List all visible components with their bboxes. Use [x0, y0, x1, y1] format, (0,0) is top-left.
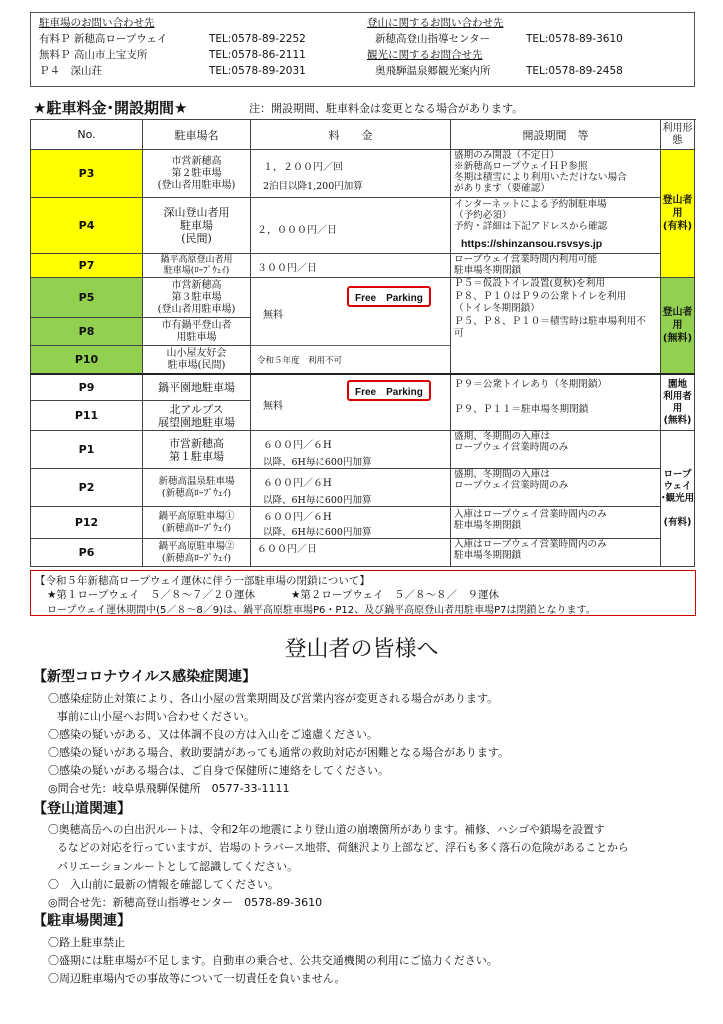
parking-item: 〇盛期には駐車場が不足します。自動車の乗合せ、公共交通機関の利用にご協力ください。	[48, 954, 498, 967]
notice-closure: ロープウェイ運休期間中(5／８～8／9)は、鍋平高原駐車場P6・P12、及び鍋平高原登山者用駐車場P7は閉鎖となります。	[47, 605, 596, 616]
row-period-cell	[451, 198, 661, 254]
fees-title: ★駐車料金･開設期間★	[33, 99, 188, 117]
climb-contact-label: 新穂高登山指導センター	[375, 33, 491, 45]
parking-table	[30, 119, 696, 567]
row-no: P3	[31, 150, 143, 198]
trail-header: 【登山道関連】	[33, 801, 131, 817]
notice-ropeway1: ★第１ロープウェイ ５／８～７／２０運休	[47, 589, 255, 601]
row-no: P7	[31, 254, 143, 278]
row-name: 市営新穂高 第３駐車場 (登山者用駐車場)	[143, 278, 251, 318]
row-fee: ３００円／日	[251, 254, 451, 278]
trail-item: るなどの対応を行っていますが、岩場のトラバース地帯、荷継沢より上部など、浮石も多く落石の危険があることから	[57, 841, 629, 854]
parking-item: 〇路上駐車禁止	[48, 936, 125, 949]
row-fee-cell	[251, 469, 451, 507]
row-fee: ６００円／６H	[263, 512, 332, 523]
row-name: 市営新穂高 第１駐車場	[143, 431, 251, 469]
row-fee: ６００円／６H	[263, 440, 332, 451]
row-no: P1	[31, 431, 143, 469]
reservation-url[interactable]: https://shinzansou.rsvsys.jp	[461, 238, 603, 250]
covid-contact: ◎問合せ先：岐阜県飛騨保健所 0577-33-1111	[48, 782, 290, 795]
row-no: P4	[31, 198, 143, 254]
row-period: 入庫はロープウェイ営業時間内のみ 駐車場冬期閉鎖	[451, 539, 661, 567]
row-fee: 無料	[263, 401, 283, 412]
notice-title: 【令和５年新穂高ロープウェイ運休に伴う一部駐車場の閉鎖について】	[35, 575, 370, 587]
p10-note: 令和５年度 利用不可	[257, 356, 343, 366]
row-name: 深山登山者用 駐車場 (民間)	[143, 198, 251, 254]
row-name: 新穂高温泉駐車場 (新穂高ﾛｰﾌﾟｳｪｲ)	[143, 469, 251, 507]
row-fee-extra: 2泊目以降1,200円加算	[263, 181, 363, 192]
row-period: Ｐ９＝公衆トイレあり（冬期閉鎖）	[454, 379, 608, 390]
trail-item: バリエーションルートとして認識してください。	[57, 860, 299, 873]
row-no: P8	[31, 318, 143, 346]
p10-note-cell	[251, 346, 451, 374]
parking-contact-label: 無料Ｐ 高山市上宝支所	[39, 49, 148, 61]
row-no: P11	[31, 401, 143, 431]
covid-item: 〇感染の疑いがある場合は、ご自身で保健所に連絡をしてください。	[48, 764, 389, 777]
row-name: 鍋平高原駐車場① (新穂高ﾛｰﾌﾟｳｪｲ)	[143, 507, 251, 539]
row-fee-extra: 以降、6H毎に600円加算	[263, 527, 372, 538]
row-fee: ６００円／日	[251, 539, 451, 567]
use-ropeway-paid: ロープ ウェイ ･観光用 (有料)	[661, 431, 695, 567]
covid-item: 〇感染の疑いがある、又は体調不良の方は入山をご遠慮ください。	[48, 728, 378, 741]
climb-contact-header: 登山に関するお問い合わせ先	[367, 17, 504, 29]
closure-notice	[30, 570, 696, 616]
row-no: P6	[31, 539, 143, 567]
trail-contact: ◎問合せ先：新穂高登山指導センター 0578-89-3610	[48, 896, 323, 909]
parking-contact-tel: TEL:0578-89-2031	[209, 65, 306, 77]
row-fee-extra: 以降、6H毎に600円加算	[263, 457, 372, 468]
header-use: 利用形態	[661, 120, 695, 150]
row-period: 盛期のみ開設（不定日） ※新穂高ロープウェイＨＰ参照 冬期は積雪により利用いただけない場合 があります（要確認）	[451, 150, 661, 198]
parking-item: 〇周辺駐車場内での事故等について一切責任を負いません。	[48, 972, 346, 985]
use-climbers-free: 登山者 用 (無料)	[661, 278, 695, 374]
row-fee: ２，０００円／日	[251, 198, 451, 254]
covid-item: 〇感染症防止対策により、各山小屋の営業期間及び営業内容が変更される場合があります。	[48, 692, 499, 705]
row-period: Ｐ５＝仮設トイレ設置(夏秋)を利用 Ｐ８、Ｐ１０はＰ９の公衆トイレを利用 （トイレ冬期閉鎖） Ｐ５、Ｐ８、Ｐ１０＝積雪時は駐車場利用不 可	[451, 278, 661, 374]
row-no: P12	[31, 507, 143, 539]
parking-header: 【駐車場関連】	[33, 913, 131, 929]
use-climbers-paid: 登山者 用 (有料)	[661, 150, 695, 278]
climb-contact-tel: TEL:0578-89-3610	[526, 33, 623, 45]
row-fee-cell	[251, 150, 451, 198]
parking-contact-tel: TEL:0578-86-2111	[209, 49, 306, 61]
covid-item: 事前に山小屋へお問い合わせください。	[57, 710, 255, 723]
parking-contact-tel: TEL:0578-89-2252	[209, 33, 306, 45]
row-fee-cell	[251, 507, 451, 539]
row-fee: １，２００円／回	[263, 162, 343, 173]
row-name: 鍋平高原駐車場② (新穂高ﾛｰﾌﾟｳｪｲ)	[143, 539, 251, 567]
header-period: 開設期間 等	[451, 120, 661, 150]
climbers-title: 登山者の皆様へ	[284, 637, 439, 662]
tourism-contact-tel: TEL:0578-89-2458	[526, 65, 623, 77]
tourism-contact-label: 奥飛騨温泉郷観光案内所	[375, 65, 491, 77]
row-period: インターネットによる予約制駐車場 （予約必須） 予約・詳細は下記アドレスから確認	[454, 199, 608, 232]
contact-box	[30, 12, 695, 87]
row-no: P9	[31, 375, 143, 401]
row-period: 盛期、冬期間の入庫は ロープウェイ営業時間のみ	[451, 431, 661, 469]
header-fee: 料 金	[251, 120, 451, 150]
row-period: Ｐ９、Ｐ１１＝駐車場冬期閉鎖	[454, 404, 589, 415]
use-park-free: 園地 利用者 用 (無料)	[661, 375, 695, 431]
row-period: ロープウェイ営業時間内利用可能 駐車場冬期閉鎖	[451, 254, 661, 278]
trail-item: 〇奥穂高岳への白出沢ルートは、令和2年の地震により登山道の崩壊箇所があります。補修、ハシゴや鎖場を設置す	[48, 823, 605, 836]
row-name: 山小屋友好会 駐車場(民間)	[143, 346, 251, 374]
tourism-contact-header: 観光に関するお問合せ先	[367, 49, 483, 61]
row-no: P2	[31, 469, 143, 507]
covid-header: 【新型コロナウイルス感染症関連】	[33, 669, 257, 685]
row-period: 入庫はロープウェイ営業時間内のみ 駐車場冬期閉鎖	[451, 507, 661, 539]
row-name: 北アルプス 展望園地駐車場	[143, 401, 251, 431]
header-no: No.	[31, 120, 143, 150]
row-name: 市営新穂高 第２駐車場 (登山者用駐車場)	[143, 150, 251, 198]
row-name: 鍋平高原登山者用 駐車場(ﾛｰﾌﾟｳｪｲ)	[143, 254, 251, 278]
row-fee-extra: 以降、6H毎に600円加算	[263, 495, 372, 506]
row-name: 市有鍋平登山者 用駐車場	[143, 318, 251, 346]
row-fee: 無料	[263, 310, 283, 321]
covid-item: 〇感染の疑いがある場合、救助要請があっても通常の救助対応が困難となる場合があります。	[48, 746, 510, 759]
row-period: 盛期、冬期間の入庫は ロープウェイ営業時間のみ	[451, 469, 661, 507]
parking-contact-label: 有料Ｐ 新穂高ロープウェイ	[39, 33, 168, 45]
free-parking-badge: Free Parking	[347, 380, 431, 401]
free-parking-badge: Free Parking	[347, 286, 431, 307]
trail-item: 〇 入山前に最新の情報を確認してください。	[48, 878, 279, 891]
fees-note: 注：開設期間、駐車料金は変更となる場合があります。	[249, 102, 524, 115]
notice-ropeway2: ★第２ロープウェイ ５／８～８／ ９運休	[291, 589, 499, 601]
row-no: P5	[31, 278, 143, 318]
parking-contact-header: 駐車場のお問い合わせ先	[39, 17, 155, 29]
row-no: P10	[31, 346, 143, 374]
header-name: 駐車場名	[143, 120, 251, 150]
park-period-cell	[451, 375, 661, 431]
row-fee-cell	[251, 431, 451, 469]
parking-contact-label: Ｐ４ 深山荘	[39, 65, 102, 77]
row-name: 鍋平園地駐車場	[143, 375, 251, 401]
row-fee: ６００円／６H	[263, 478, 332, 489]
